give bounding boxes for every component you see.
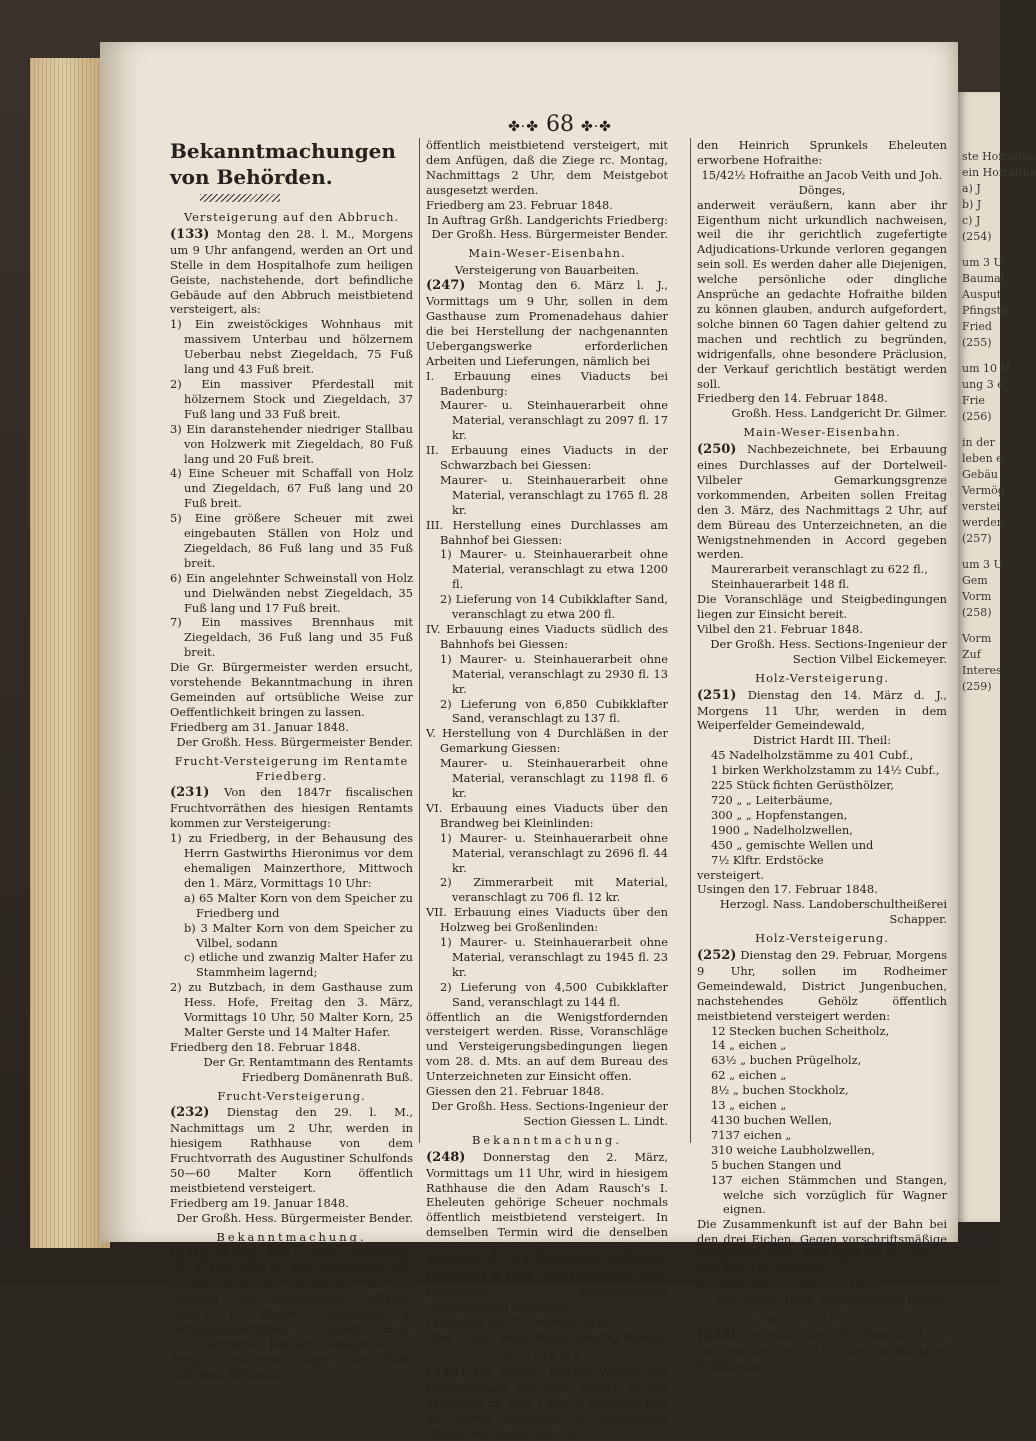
notice-text: Donnerstag den 2. März, Vormittags um 11 Uhr, wird in hiesigem Rathhause die den Adam Rausch's I. Eheleuten gehörige Scheuer nochmals öffentlich meistbietend versteigert. In demselben Termin wird die denselben Eheleuten gehörende, in der frequenten Schirnstraße sich befindliche Hofraithe, bestehend in Back- und Wohnhaus, einer freiwilligen, meistbietenden Versteigerung ausgesetzt.: [426, 1149, 668, 1314]
notice-text: Die Zusammenkunft ist auf der Bahn bei den drei Eichen. Gegen vorschriftsmäßige Bürgschein wird Zahlungsfrist bis den 1. Oktober d. J. gestattet.: [697, 1217, 947, 1277]
next-page-fragment: (256): [962, 410, 992, 423]
next-page-fragment: in der: [962, 436, 995, 449]
works-heading: V. Herstellung von 4 Durchläßen in der Gemarkung Giessen:: [426, 726, 668, 756]
next-page-fragment: (254): [962, 230, 992, 243]
column-3: [697, 138, 947, 1373]
notice-date: Giessen den 21. Februar 1848.: [426, 1084, 605, 1099]
wood-row: 63½ „ buchen Prügelholz,: [711, 1053, 862, 1068]
wood-row: 4130 buchen Wellen,: [711, 1113, 833, 1127]
works-list: [426, 369, 668, 1010]
next-page-fragment: Baumat: [962, 272, 1006, 285]
works-line: 2) Lieferung von 4,500 Cubikklafter Sand, veranschlagt zu 144 fl.: [440, 979, 668, 1009]
next-page-fragment: werden: [962, 516, 1004, 529]
wood-row: 14 „ eichen „: [711, 1038, 787, 1053]
works-line: 2) Lieferung von 14 Cubikklafter Sand, veranschlagt zu etwa 200 fl.: [440, 592, 668, 622]
column-rule-1: [419, 138, 420, 1143]
list-item: 3) Ein daranstehender niedriger Stallbau von Holzwerk mit Ziegeldach, 80 Fuß lang und 20 Fuß breit.: [170, 421, 413, 466]
next-page-fragment: (257): [962, 532, 992, 545]
notice-number: (250): [697, 442, 737, 458]
next-page-fragment: Gebäu: [962, 468, 998, 481]
notice-date: Friedberg am 23. Februar 1848.: [426, 1314, 613, 1329]
notice-signature: Der Großh. Hess. Sections-Ingenieur der Section Vilbel Eickemeyer.: [710, 636, 947, 666]
works-line: 1) Maurer- u. Steinhauerarbeit ohne Material, veranschlagt zu etwa 1200 fl.: [440, 547, 668, 592]
list-item: 1) zu Friedberg, in der Behausung des Herrn Gastwirths Hieronimus vor dem ehemaligen Mainzerthore, Mittwoch den 1. März, Vormittags 10 Uhr:: [170, 831, 413, 890]
list-item: a) 65 Malter Korn von dem Speicher zu Friedberg und: [184, 890, 413, 920]
notice-text: den Heinrich Sprunkels Eheleuten erworbene Hofraithe:: [697, 138, 947, 167]
timber-list: [697, 748, 947, 867]
wood-row: 5 buchen Stangen und: [711, 1157, 842, 1172]
notice-text: Dienstag den 14. März d. J., Morgens 11 Uhr, werden in dem Weiperfelder Gemeindewald,: [697, 687, 947, 733]
wood-row: 13 „ eichen „: [711, 1098, 787, 1113]
header-ornament-left: ✤·✤: [508, 119, 539, 135]
notice-body: [697, 1328, 947, 1374]
notice-title: Holz-Versteigerung.: [755, 931, 889, 946]
wood-list: [697, 1024, 947, 1218]
timber-row: 1 birken Werkholzstamm zu 14½ Cubf.,: [711, 763, 940, 778]
wood-row: 8½ „ buchen Stockholz,: [711, 1083, 849, 1098]
next-page-fragment: ung 3 e: [962, 378, 1004, 391]
notice-text: Dienstag den 29. Februar, Morgens 9 Uhr, sollen im Rodheimer Gemeindewald, District Jungenbuchen, nachstehendes Gehölz öffentlich meistbietend versteigert werden:: [697, 948, 947, 1023]
notice-text: Montag den 28. l. M., Morgens um 9 Uhr anfangend, werden an Ort und Stelle in dem Hospitalhofe zum heiligen Geiste, nachstehende, dort befindliche Gebäude auf den Abbruch meistbietend versteigert, als:: [170, 226, 414, 317]
notice-signature: Großh. Hess. Landgericht Dr. Gilmer.: [731, 406, 947, 421]
notice-number: (249): [426, 1365, 466, 1381]
next-page-fragment: Ausput: [962, 288, 1002, 301]
next-page-fragment: Gem: [962, 574, 988, 587]
list-item: 1) Ein zweistöckiges Wohnhaus mit massivem Unterbau und hölzernem Ueberbau nebst Ziegeldach, 75 Fuß lang und 43 Fuß breit.: [170, 317, 413, 377]
notice-body: [170, 785, 413, 831]
next-page-fragment: b) J: [962, 198, 982, 211]
works-heading: I. Erbauung eines Viaducts bei Badenburg:: [426, 368, 668, 398]
notice-text: Montag den 6. März, Vormittags um 9 Uhr, wird in dem Gasthause zum goldenen Faß am Fauerbacher Thor der Nachlaß der verstorbenen Wilhelm Reuß's 1. Wittwe, bestehend in Metallgegenständen, Porzellain, Holz- und Bettwerk, Kleider, Weißgeräth u. dergl., sowie einer Ziege, einem Hahn und neun Hühnern,: [170, 1246, 413, 1381]
works-line: 2) Zimmerarbeit mit Material, veranschlagt zu 706 fl. 12 kr.: [440, 875, 668, 905]
notice-text: Dienstag den 29. l. M., Nachmittags um 2 Uhr, werden in hiesigem Rathhause von dem Fruchtvorrath des Augustiner Schulfonds 50—60 Malter Korn öffentlich meistbietend versteigert.: [170, 1105, 413, 1195]
notice-signature: Der Großh. Hess. Bürgermeister Bender.: [176, 734, 413, 749]
next-page-edge: [958, 92, 1036, 1222]
next-page-fragment: (258): [962, 606, 992, 619]
notice-title: Bekanntmachung.: [472, 1132, 622, 1147]
notice-text: Dienstag den 29. Februar l. J., Nachmittags um 3 Uhr, wird in hiesigem Rathhause: [697, 1327, 947, 1373]
next-page-fragment: um 10 U: [962, 362, 1010, 375]
next-page-fragment: verstei: [962, 500, 1001, 513]
works-line: 2) Lieferung von 6,850 Cubikklafter Sand, veranschlagt zu 137 fl.: [440, 696, 668, 726]
page-number-header: [495, 112, 625, 137]
works-line: Maurer- u. Steinhauerarbeit ohne Material, veranschlagt zu 1198 fl. 6 kr.: [440, 756, 668, 800]
works-heading: VII. Erbauung eines Viaducts über den Holzweg bei Großenlinden:: [426, 905, 668, 935]
notice-number: (247): [426, 278, 466, 294]
notice-signature: Herzogl. Nass. Landoberschultheißerei Schapper.: [719, 897, 947, 927]
works-line: Maurer- u. Steinhauerarbeit ohne Material, veranschlagt zu 1765 fl. 28 kr.: [440, 472, 668, 517]
building-list: [170, 317, 413, 660]
next-page-fragment: ste Hofraithe: [962, 150, 1036, 163]
ornamental-rule: [200, 194, 280, 202]
next-page-fragment: Frie: [962, 394, 985, 407]
works-heading: II. Erbauung eines Viaducts in der Schwarzbach bei Giessen:: [426, 443, 668, 473]
section-heading: Bekanntmachungen von Behörden.: [170, 139, 396, 189]
works-heading: IV. Erbauung eines Viaducts südlich des Bahnhofs bei Giessen:: [426, 622, 668, 651]
notice-text: öffentlich meistbietend versteigert, mit dem Anfügen, daß die Ziege rc. Montag, Nachmittags 2 Uhr, dem Meistgebot ausgesetzt werden.: [426, 138, 668, 197]
notice-body: [170, 1247, 413, 1382]
notice-number: (251): [697, 687, 737, 703]
next-page-fragment: Vorm: [962, 590, 992, 603]
next-page-fragment: c) J: [962, 214, 981, 227]
wood-row: 7137 eichen „: [711, 1127, 792, 1142]
notice-body: [697, 442, 947, 562]
notice-signature: Der Großh. Hess. Sections-Ingenieur der Section Giessen L. Lindt.: [431, 1099, 668, 1128]
wood-row: 137 eichen Stämmchen und Stangen, welche sich vorzüglich für Wagner eignen.: [711, 1172, 947, 1217]
notice-date: Friedberg am 19. Januar 1848.: [170, 1195, 349, 1210]
notice-number: (252): [697, 948, 737, 964]
notice-body: [426, 278, 668, 368]
next-page-fragment: Fried: [962, 320, 992, 333]
timber-row: 225 Stück fichten Gerüsthölzer,: [711, 778, 895, 793]
next-page-fragment: a) J: [962, 182, 981, 195]
notice-number: (232): [170, 1105, 210, 1121]
notice-title: Main-Weser-Eisenbahn.: [743, 425, 901, 440]
list-item: 6) Ein angelehnter Schweinstall von Holz und Dielwänden nebst Ziegeldach, 35 Fuß lang und 17 Fuß breit.: [170, 570, 413, 615]
timber-row: 450 „ gemischte Wellen und: [711, 837, 874, 852]
works-line: 1) Maurer- u. Steinhauerarbeit ohne Material, veranschlagt zu 2696 fl. 44 kr.: [440, 830, 668, 875]
notice-date: Rodheim den 22. Februar 1848.: [697, 1276, 882, 1291]
timber-row: 720 „ „ Leiterbäume,: [711, 792, 833, 807]
next-page-fragment: Interes: [962, 664, 1002, 677]
next-page-fragment: ein Hofraithe: [962, 166, 1036, 179]
timber-row: 45 Nadelholzstämme zu 401 Cubf.,: [711, 748, 914, 763]
works-line: 1) Maurer- u. Steinhauerarbeit ohne Material, veranschlagt zu 2930 fl. 13 kr.: [440, 651, 668, 696]
notice-number: (231): [170, 785, 210, 801]
notice-text: Die Voranschläge und Steigbedingungen liegen zur Einsicht bereit.: [697, 592, 947, 622]
notice-text: Nachbezeichnete, bei Erbauung eines Durchlasses auf der Dortelweil-Vilbeler Gemarkungsgrenze vorkommenden, Arbeiten sollen Freitag den 3. März, des Nachmittags 2 Uhr, auf dem Büreau des Unterzeichneten, an die Wenigstnehmenden in Accord gegeben werden.: [697, 442, 947, 562]
notice-date: Friedberg am 23. Februar 1848.: [426, 197, 613, 212]
wood-row: 62 „ eichen „: [711, 1068, 787, 1083]
notice-date: Friedberg den 14. Februar 1848.: [697, 391, 888, 406]
list-item: 4) Eine Scheuer mit Schaffall von Holz und Ziegeldach, 67 Fuß lang und 20 Fuß breit.: [170, 466, 413, 511]
next-page-fragment: Vermög: [962, 484, 1005, 497]
notice-signature: Der Großh. Hess. Bürgermeister Bender.: [176, 1210, 413, 1225]
timber-row: 7½ Klftr. Erdstöcke: [711, 852, 824, 867]
works-line: Maurer- u. Steinhauerarbeit ohne Material, veranschlagt zu 2097 fl. 17 kr.: [440, 398, 668, 443]
list-item: 2) zu Butzbach, in dem Gasthause zum Hess. Hofe, Freitag den 3. März, Vormittags 10 Uhr, 50 Malter Korn, 25 Malter Gerste und 14 Malter Hafer.: [170, 980, 413, 1039]
notice-signature: Der Großh. Hess. Bürgermeister Jacobi.: [715, 1291, 947, 1306]
next-page-fragment: Vorm: [962, 632, 992, 645]
notice-signature: Der Gr. Rentamtmann des Rentamts Friedberg Domänenrath Buß.: [203, 1054, 413, 1084]
notice-number: (253): [697, 1327, 737, 1343]
list-item: 5) Eine größere Scheuer mit zwei eingebauten Ställen von Holz und Ziegeldach, 86 Fuß lang und 35 Fuß breit.: [170, 511, 413, 570]
wood-row: 12 Stecken buchen Scheitholz,: [711, 1023, 890, 1038]
notice-date: Friedberg am 31. Januar 1848.: [170, 719, 349, 734]
notice-title: Bekanntmachung.: [216, 1229, 367, 1244]
district-heading: District Hardt III. Theil:: [752, 733, 892, 748]
timber-row: 300 „ „ Hopfenstangen,: [711, 807, 848, 822]
notice-text: Von den 1847r fiscalischen Fruchtvorräthen des hiesigen Rentamts kommen zur Versteigerung:: [170, 785, 414, 831]
works-line: 1) Maurer- u. Steinhauerarbeit ohne Material, veranschlagt zu 1945 fl. 23 kr.: [440, 935, 668, 979]
list-item: b) 3 Malter Korn von dem Speicher zu Vilbel, sodann: [184, 920, 413, 950]
notice-title: Proclama.: [504, 1348, 590, 1363]
column-rule-2: [690, 138, 691, 1143]
cost-line: Steinhauerarbeit 148 fl.: [711, 577, 850, 592]
book-fore-edge: [30, 58, 110, 1248]
notice-title: Versteigerung.: [758, 1310, 886, 1325]
notice-subtitle: Versteigerung von Bauarbeiten.: [454, 263, 640, 278]
next-page-fragment: um 3 U: [962, 256, 1003, 269]
notice-number: (248): [426, 1149, 466, 1165]
column-2: [426, 138, 668, 1441]
notice-body: [697, 948, 947, 1024]
notice-body: [170, 1105, 413, 1195]
notice-title: Holz-Versteigerung.: [755, 670, 889, 685]
notice-signature: In Auftrag Grßh. Landgerichts Friedberg: Der Großh. Hess. Bürgermeister Bender.: [426, 212, 668, 242]
wood-row: 310 weiche Laubholzwellen,: [711, 1142, 875, 1157]
notice-text: Die Philipp Liebich Wittwe von Oberwöllstadt will ihren Antheil an der angeblich im Jahr 1829 in Gemeinschaft mit ihrem Ehemann bei öffentlicher Zwangsversteigerung von: [426, 1365, 668, 1441]
list-item: c) etliche und zwanzig Malter Hafer zu Stammheim lagernd;: [184, 950, 413, 980]
works-heading: III. Herstellung eines Durchlasses am Bahnhof bei Giessen:: [426, 517, 668, 547]
notice-body: [426, 1150, 668, 1315]
notice-date: Usingen den 17. Februar 1848.: [697, 882, 878, 897]
next-page-fragment: (259): [962, 680, 992, 693]
notice-date: Friedberg den 18. Februar 1848.: [170, 1039, 361, 1054]
next-page-fragment: um 3 U: [962, 558, 1003, 571]
notice-title: Frucht-Versteigerung im Rentamte Friedberg.: [174, 753, 409, 783]
list-item: 2) Ein massiver Pferdestall mit hölzernem Stock und Ziegeldach, 37 Fuß lang und 33 Fuß breit.: [170, 376, 413, 421]
next-page-fragment: (255): [962, 336, 992, 349]
notice-number: (133): [170, 226, 210, 242]
next-page-fragment: Zuf: [962, 648, 981, 661]
notice-signature: Der Großh. Hess. Bürgermeister Bender.: [431, 1329, 668, 1344]
cost-line: Maurerarbeit veranschlagt zu 622 fl.,: [711, 562, 928, 577]
notice-title: Versteigerung auf den Abbruch.: [183, 210, 400, 224]
notice-number: (246): [170, 1246, 210, 1262]
notice-body: [170, 227, 413, 317]
works-heading: VI. Erbauung eines Viaducts über den Brandweg bei Kleinlinden:: [426, 800, 668, 830]
notice-text: versteigert.: [697, 867, 765, 882]
page-number: 68: [546, 112, 574, 137]
notice-body: [426, 1365, 668, 1441]
next-page-fragment: leben e: [962, 452, 1003, 465]
notice-body: [697, 688, 947, 734]
column-1: [170, 138, 413, 1382]
notice-text: Montag den 6. März l. J., Vormittags um 9 Uhr, sollen in dem Gasthause zum Promenadehaus dahier die bei Herstellung der nachgenannten Uebergangswerke erforderlichen Arbeiten und Lieferungen, nämlich bei: [426, 278, 668, 368]
notice-title: Main-Weser-Eisenbahn.: [468, 246, 626, 261]
notice-text: anderweit veräußern, kann aber ihr Eigenthum nicht urkundlich nachweisen, weil die ihr gerichtlich zugefertigte Adjudications-Urkunde verloren gegangen sein soll. Es werden daher alle Diejenigen, welche persönliche oder dingliche Ansprüche an gedachte Hofraithe bilden zu können glauben, andurch aufgefordert, solche binnen 60 Tagen dahier geltend zu machen und rechtlich zu begründen, widrigenfalls, ohne besondere Präclusion, der Verkauf gerichtlich bestätigt werden soll.: [697, 197, 947, 391]
notice-text: öffentlich an die Wenigstfordernden versteigert werden. Risse, Voranschläge und Versteigerungsbedingungen liegen vom 28. d. Mts. an auf dem Bureau des Unterzeichneten zur Einsicht offen.: [426, 1009, 668, 1084]
notice-line: 15/42½ Hofraithe an Jacob Veith und Joh. Dönges,: [701, 167, 943, 197]
next-page-fragment: Pfingstb: [962, 304, 1008, 317]
notice-text: Die Gr. Bürgermeister werden ersucht, vorstehende Bekanntmachung in ihren Gemeinden auf ortsübliche Weise zur Oeffentlichkeit bringen zu lassen.: [170, 660, 413, 719]
list-item: 7) Ein massives Brennhaus mit Ziegeldach, 36 Fuß lang und 35 Fuß breit.: [170, 615, 413, 660]
notice-title: Frucht-Versteigerung.: [217, 1088, 366, 1103]
header-ornament-right: ✤·✤: [581, 119, 612, 135]
timber-row: 1900 „ Nadelholzwellen,: [711, 822, 853, 837]
notice-date: Vilbel den 21. Februar 1848.: [697, 622, 863, 636]
